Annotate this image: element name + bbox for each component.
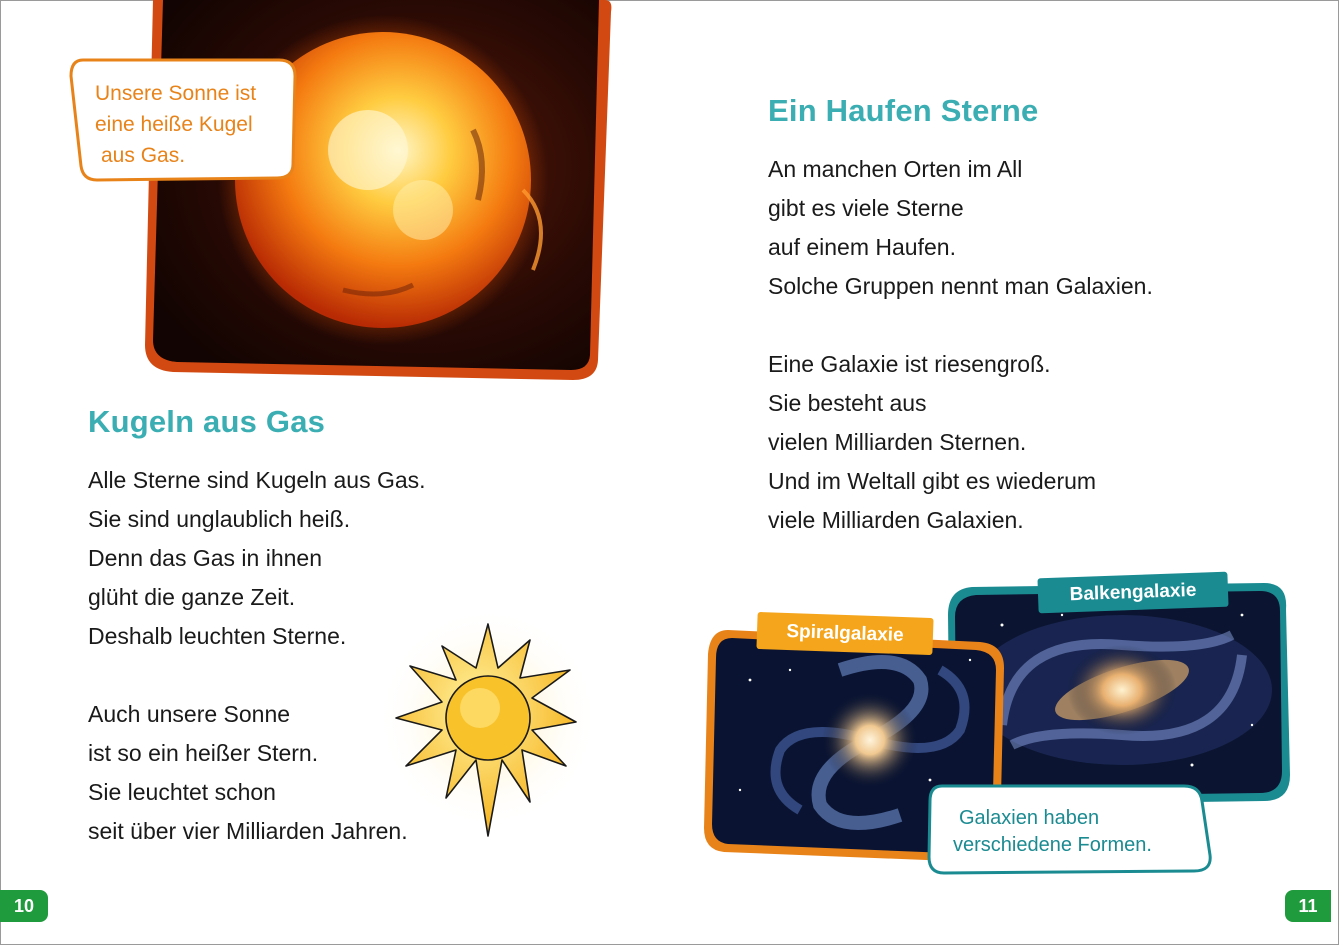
- text-line: glüht die ganze Zeit.: [88, 584, 296, 610]
- page-number-right: 11: [1285, 890, 1331, 922]
- text-line: vielen Milliarden Sternen.: [768, 429, 1027, 455]
- text-line: Sie sind unglaublich heiß.: [88, 506, 351, 532]
- text-line: Auch unsere Sonne: [88, 701, 291, 727]
- galaxy-caption-line-1: Galaxien haben: [959, 807, 1100, 829]
- sun-caption-line-1: Unsere Sonne ist: [95, 82, 257, 105]
- text-line: Denn das Gas in ihnen: [88, 545, 322, 571]
- sun-caption-box: [69, 58, 299, 182]
- galaxy-caption-line-2: verschiedene Formen.: [953, 834, 1152, 856]
- text-line: Solche Gruppen nennt man Galaxien.: [768, 273, 1153, 299]
- text-line: gibt es viele Sterne: [768, 195, 964, 221]
- text-line: Sie leuchtet schon: [88, 779, 276, 805]
- text-line: ist so ein heißer Stern.: [88, 740, 319, 766]
- text-line: auf einem Haufen.: [768, 234, 956, 260]
- text-line: viele Milliarden Galaxien.: [768, 507, 1024, 533]
- galaxy-caption-box: [926, 783, 1216, 875]
- sun-caption-line-3: aus Gas.: [101, 144, 186, 167]
- text-line: seit über vier Milliarden Jahren.: [88, 818, 408, 844]
- left-paragraph-2: [88, 695, 408, 851]
- barred-galaxy-label: Balkengalaxie: [1037, 572, 1228, 614]
- spiral-galaxy-label: Spiralgalaxie: [756, 612, 933, 655]
- right-paragraph-1: [768, 150, 1153, 306]
- heading-ein-haufen-sterne: Ein Haufen Sterne: [768, 93, 1039, 128]
- heading-kugeln-aus-gas: Kugeln aus Gas: [88, 404, 326, 439]
- sun-caption-line-2: eine heiße Kugel: [95, 113, 253, 136]
- text-line: Und im Weltall gibt es wiederum: [768, 468, 1097, 494]
- page-number-left: 10: [0, 890, 48, 922]
- text-line: An manchen Orten im All: [768, 156, 1023, 182]
- right-paragraph-2: [768, 345, 1096, 540]
- text-line: Deshalb leuchten Sterne.: [88, 623, 347, 649]
- sun-drawing-icon: [380, 610, 620, 840]
- text-line: Eine Galaxie ist riesengroß.: [768, 351, 1051, 377]
- text-line: Sie besteht aus: [768, 390, 927, 416]
- left-paragraph-1: [88, 461, 426, 656]
- text-line: Alle Sterne sind Kugeln aus Gas.: [88, 467, 426, 493]
